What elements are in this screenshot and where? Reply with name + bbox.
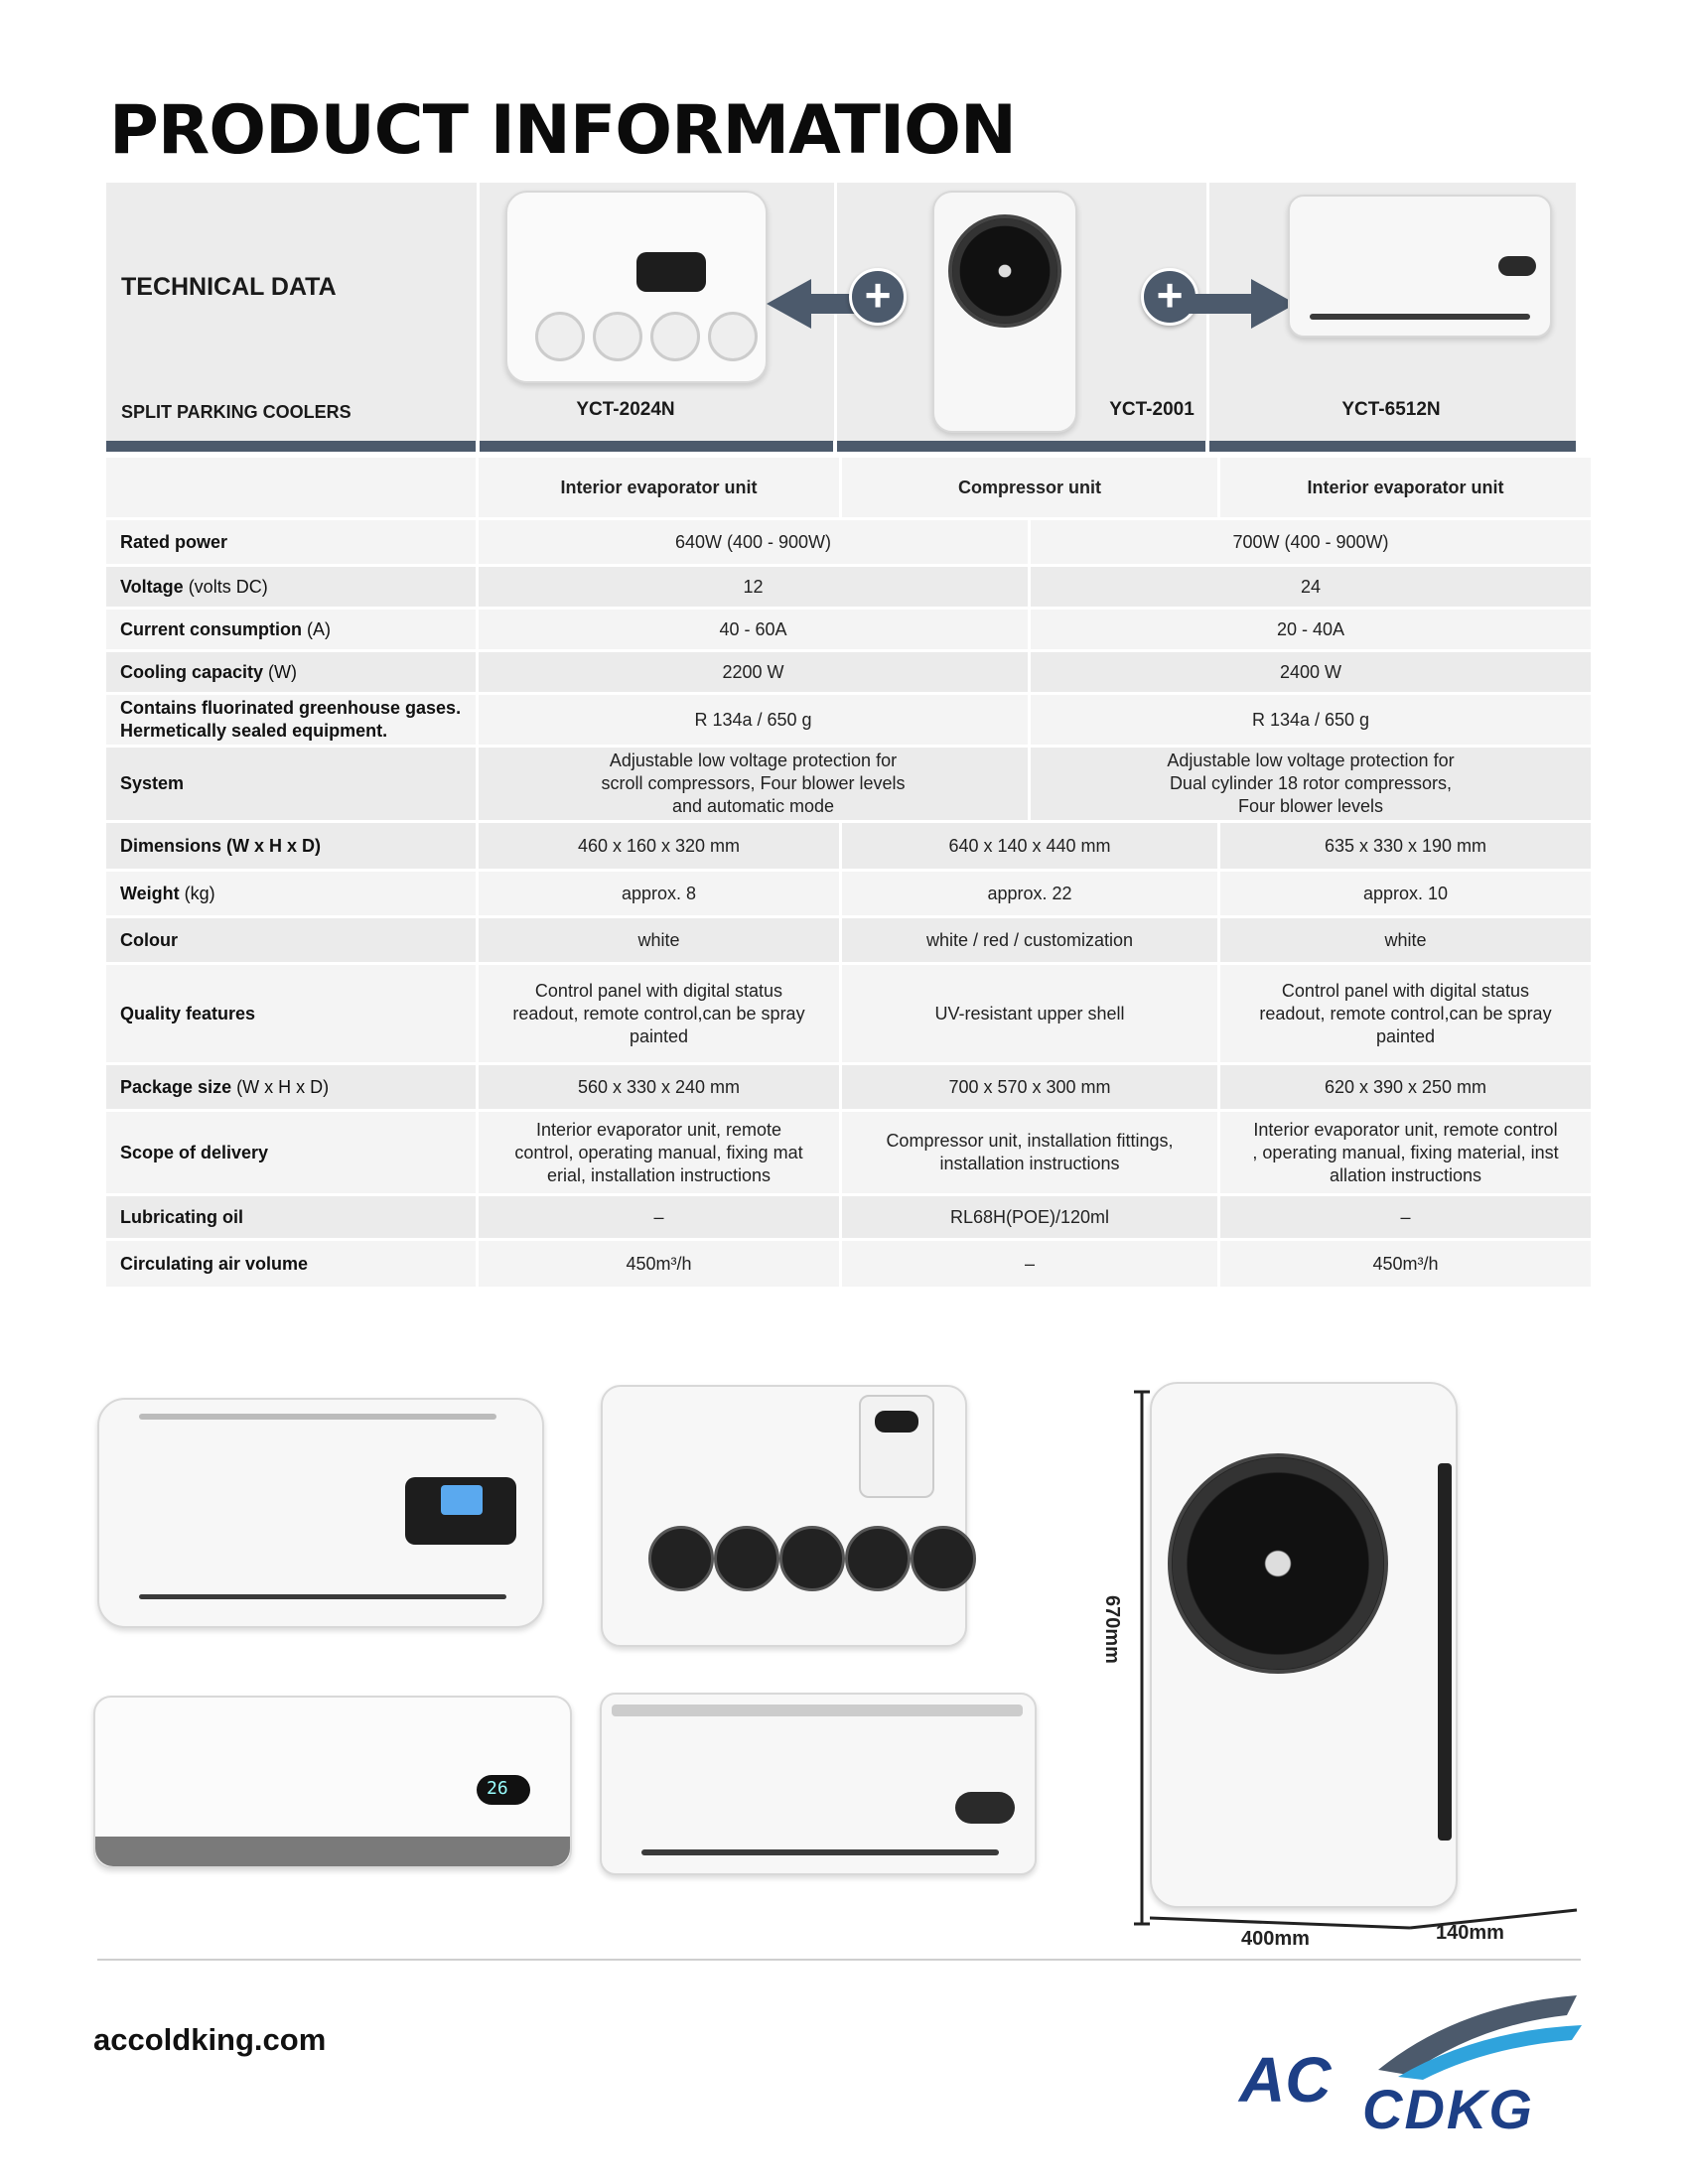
evaporator-unit-photo-3 bbox=[93, 1696, 572, 1868]
temperature-display: 26 bbox=[487, 1778, 508, 1799]
table-row bbox=[106, 748, 1591, 820]
height-dimension-line bbox=[1132, 1390, 1152, 1926]
row-label bbox=[106, 695, 476, 745]
technical-data-label: TECHNICAL DATA bbox=[121, 273, 337, 301]
width-dimension-label: 400mm bbox=[1241, 1928, 1310, 1950]
value-cell-24v: 24 bbox=[1031, 567, 1591, 607]
table-row bbox=[106, 695, 1591, 745]
compressor-unit-photo bbox=[1150, 1382, 1458, 1908]
row-label bbox=[106, 1196, 476, 1238]
value-cell-yct-6512n: – bbox=[1220, 1196, 1591, 1238]
row-label-text: Cooling capacity bbox=[120, 661, 264, 682]
row-unit: (volts DC) bbox=[183, 576, 268, 597]
value-cell-yct-6512n: approx. 10 bbox=[1220, 872, 1591, 915]
column-header: Interior evaporator unit bbox=[479, 458, 839, 517]
row-label bbox=[106, 1065, 476, 1109]
row-unit: (W x H x D) bbox=[231, 1076, 330, 1097]
row-label-text: Rated power bbox=[120, 531, 228, 552]
table-row bbox=[106, 965, 1591, 1062]
footer-divider bbox=[97, 1959, 1581, 1961]
value-cell-yct-2001: 700 x 570 x 300 mm bbox=[842, 1065, 1217, 1109]
depth-dimension-label: 140mm bbox=[1436, 1922, 1504, 1944]
table-row bbox=[106, 1065, 1591, 1109]
value-cell-24v: 700W (400 - 900W) bbox=[1031, 520, 1591, 564]
row-label bbox=[106, 652, 476, 692]
model-yct-2001: YCT-2001 bbox=[1109, 399, 1195, 420]
row-label bbox=[106, 872, 476, 915]
value-cell-24v: Adjustable low voltage protection for Dual cylinder 18 rotor compressors, Four blower levels bbox=[1031, 748, 1591, 820]
value-cell-12v: 12 bbox=[479, 567, 1028, 607]
evaporator-unit-photo-1 bbox=[97, 1398, 544, 1628]
model-yct-2024n: YCT-2024N bbox=[576, 399, 675, 420]
value-cell-12v: 640W (400 - 900W) bbox=[479, 520, 1028, 564]
evaporator-unit-photo-4 bbox=[600, 1693, 1037, 1875]
value-cell-yct-6512n: Control panel with digital status readout, remote control,can be spray painted bbox=[1220, 965, 1591, 1062]
plus-icon: + bbox=[1141, 268, 1198, 326]
website-link[interactable]: accoldking.com bbox=[93, 2022, 327, 2057]
value-cell-yct-2024n: approx. 8 bbox=[479, 872, 839, 915]
height-dimension-label: 670mm bbox=[1100, 1595, 1123, 1664]
row-label-text: Weight bbox=[120, 883, 180, 903]
row-unit: (kg) bbox=[179, 883, 215, 903]
logo-cdkg: CDKG bbox=[1362, 2078, 1534, 2140]
row-label bbox=[106, 823, 476, 869]
width-dimension-line bbox=[1150, 1906, 1587, 1936]
value-cell-yct-2001: – bbox=[842, 1241, 1217, 1287]
arrow-right-icon bbox=[1187, 274, 1296, 334]
value-cell-12v: 40 - 60A bbox=[479, 610, 1028, 649]
value-cell-yct-2024n: 450m³/h bbox=[479, 1241, 839, 1287]
product-image-yct-2024n bbox=[505, 191, 768, 383]
row-label-text: Quality features bbox=[120, 1003, 256, 1024]
column-header: Compressor unit bbox=[842, 458, 1217, 517]
row-label-text: Voltage bbox=[120, 576, 184, 597]
value-cell-yct-2024n: Control panel with digital status readout, remote control,can be spray painted bbox=[479, 965, 839, 1062]
table-row bbox=[106, 652, 1591, 692]
table-row bbox=[106, 1241, 1591, 1287]
table-row bbox=[106, 1112, 1591, 1193]
row-label bbox=[106, 965, 476, 1062]
value-cell-yct-2001: Compressor unit, installation fittings, installation instructions bbox=[842, 1112, 1217, 1193]
row-label bbox=[106, 567, 476, 607]
row-label-text: Contains fluorinated greenhouse gases. Hermetically sealed equipment. bbox=[120, 698, 462, 741]
split-parking-coolers-label: SPLIT PARKING COOLERS bbox=[121, 402, 352, 422]
value-cell-24v: 2400 W bbox=[1031, 652, 1591, 692]
row-label bbox=[106, 520, 476, 564]
table-row bbox=[106, 872, 1591, 915]
row-label bbox=[106, 610, 476, 649]
row-label-text: Dimensions (W x H x D) bbox=[120, 835, 322, 856]
evaporator-unit-photo-2 bbox=[601, 1385, 967, 1647]
model-yct-6512n: YCT-6512N bbox=[1341, 399, 1441, 420]
row-label-text: Colour bbox=[120, 929, 178, 950]
table-row bbox=[106, 567, 1591, 607]
value-cell-yct-2024n: – bbox=[479, 1196, 839, 1238]
value-cell-12v: 2200 W bbox=[479, 652, 1028, 692]
plus-icon: + bbox=[849, 268, 907, 326]
value-cell-yct-6512n: white bbox=[1220, 918, 1591, 962]
logo-ac: AC bbox=[1239, 2044, 1332, 2116]
row-unit: (W) bbox=[263, 661, 298, 682]
value-cell-24v: R 134a / 650 g bbox=[1031, 695, 1591, 745]
row-label-text: System bbox=[120, 773, 185, 793]
value-cell-yct-2001: white / red / customization bbox=[842, 918, 1217, 962]
product-image-yct-6512n bbox=[1288, 195, 1552, 338]
value-cell-yct-2001: 640 x 140 x 440 mm bbox=[842, 823, 1217, 869]
row-label bbox=[106, 748, 476, 820]
row-label bbox=[106, 918, 476, 962]
table-row bbox=[106, 610, 1591, 649]
row-label bbox=[106, 1241, 476, 1287]
value-cell-24v: 20 - 40A bbox=[1031, 610, 1591, 649]
value-cell-yct-2001: UV-resistant upper shell bbox=[842, 965, 1217, 1062]
row-label-text: Package size bbox=[120, 1076, 232, 1097]
value-cell-yct-6512n: 620 x 390 x 250 mm bbox=[1220, 1065, 1591, 1109]
table-row bbox=[106, 823, 1591, 869]
empty-header-cell bbox=[106, 458, 476, 517]
value-cell-yct-2024n: 560 x 330 x 240 mm bbox=[479, 1065, 839, 1109]
value-cell-12v: R 134a / 650 g bbox=[479, 695, 1028, 745]
header-rule bbox=[106, 441, 1576, 452]
value-cell-yct-2001: RL68H(POE)/120ml bbox=[842, 1196, 1217, 1238]
row-label-text: Current consumption bbox=[120, 618, 302, 639]
value-cell-12v: Adjustable low voltage protection for scroll compressors, Four blower levels and automatic mode bbox=[479, 748, 1028, 820]
value-cell-yct-6512n: 450m³/h bbox=[1220, 1241, 1591, 1287]
logo-ship-icon bbox=[1368, 1985, 1587, 2080]
value-cell-yct-2001: approx. 22 bbox=[842, 872, 1217, 915]
value-cell-yct-2024n: Interior evaporator unit, remote control, operating manual, fixing mat erial, installation instructions bbox=[479, 1112, 839, 1193]
table-row bbox=[106, 520, 1591, 564]
row-label bbox=[106, 1112, 476, 1193]
column-header: Interior evaporator unit bbox=[1220, 458, 1591, 517]
row-unit: (A) bbox=[302, 618, 331, 639]
product-image-yct-2001 bbox=[932, 191, 1077, 433]
value-cell-yct-2024n: white bbox=[479, 918, 839, 962]
page-title: PRODUCT INFORMATION bbox=[109, 91, 1016, 170]
value-cell-yct-6512n: 635 x 330 x 190 mm bbox=[1220, 823, 1591, 869]
row-label-text: Circulating air volume bbox=[120, 1253, 309, 1274]
value-cell-yct-2024n: 460 x 160 x 320 mm bbox=[479, 823, 839, 869]
row-label-text: Lubricating oil bbox=[120, 1206, 243, 1227]
table-row bbox=[106, 1196, 1591, 1238]
value-cell-yct-6512n: Interior evaporator unit, remote control , operating manual, fixing material, inst allation instructions bbox=[1220, 1112, 1591, 1193]
row-label-text: Scope of delivery bbox=[120, 1142, 269, 1162]
table-row bbox=[106, 918, 1591, 962]
spec-table bbox=[103, 455, 1594, 1290]
